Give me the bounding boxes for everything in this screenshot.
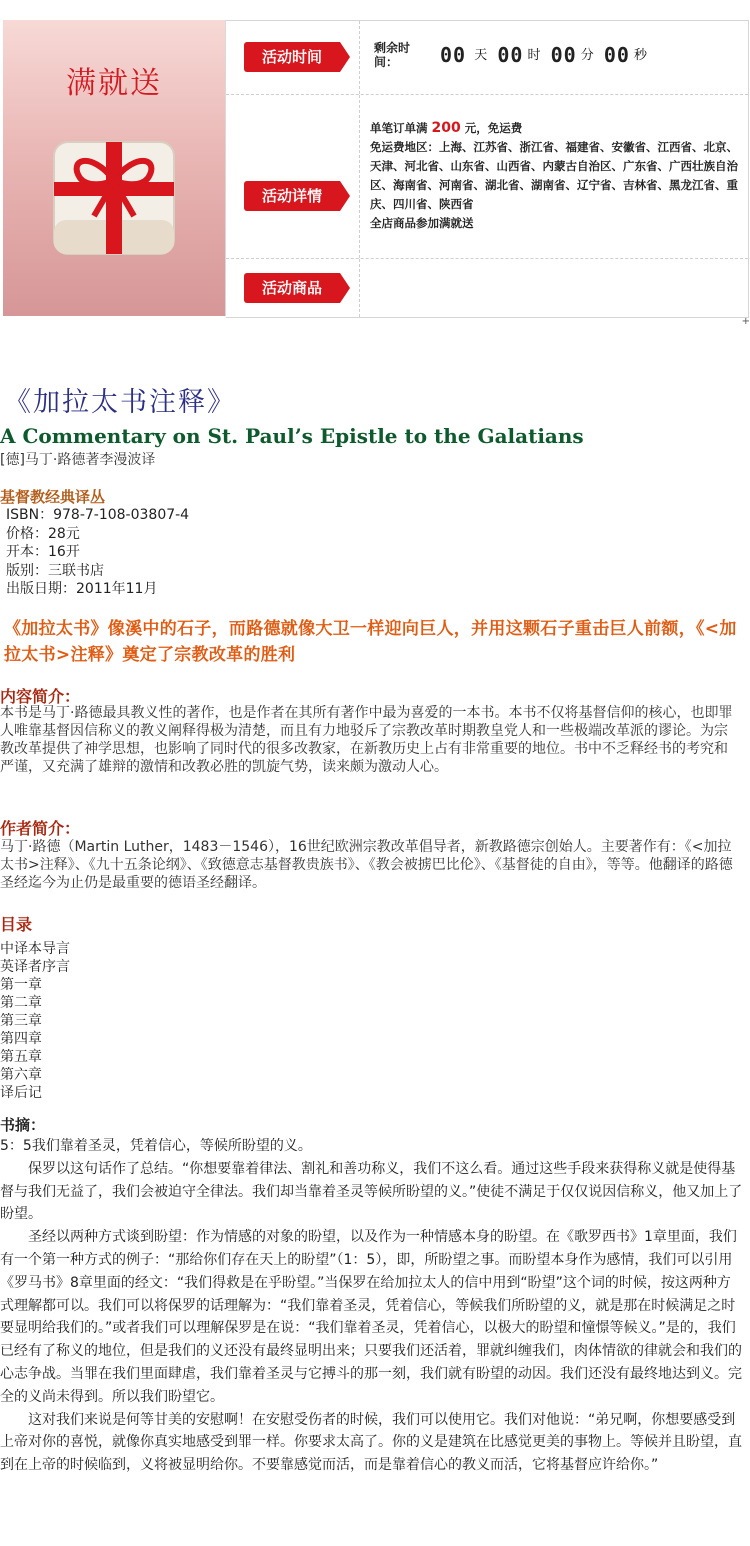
intro-heading: 内容简介： [0,687,81,706]
countdown-days-unit: 天 [474,48,488,63]
excerpt [0,1135,744,1477]
excerpt-paragraph: 圣经以两种方式谈到盼望：作为情感的对象的盼望，以及作为一种情感本身的盼望。在《歌罗西书》1章里面，我们有一个第一种方式的例子：“那给你们存在天上的盼望”（1：5），即，所盼望之事。而盼望本身作为感情，我们可以引用《罗马书》8章里面的经文：“我们得救是在乎盼望。”当保罗在给加拉太人的信中用到“盼望”这个词的时候，按这两种方式理解都可以。我们可以将保罗的话理解为：“我们靠着圣灵，凭着信心，等候我们所盼望的义，就是那在时候满足之时要显明给我们的。”或者我们可以理解保罗是在说：“我们靠着圣灵，凭着信心，以极大的盼望和憧憬等候义。”是的，我们已经有了称义的地位，但是我们的义还没有最终显明出来；只要我们还活着，罪就纠缠我们，肉体情欲的律就会和我们的心志争战。当罪在我们里面肆虐，我们靠着圣灵与它搏斗的那一刻，我们就有盼望的动因。我们还没有最终地达到义。完全的义尚未得到。所以我们盼望它。 [0,1229,742,1405]
promo-image[interactable] [3,20,226,316]
toc-item: 第五章 [0,1049,42,1065]
toc-item: 译后记 [0,1085,42,1101]
promo-row-time [226,21,748,95]
promo-banner [0,0,750,327]
countdown-hours: 00 [497,43,524,67]
countdown-minutes-unit: 分 [580,48,594,63]
excerpt-paragraph: 保罗以这句话作了总结。“你想要靠着律法、割礼和善功称义，我们不这么看。通过这些手段来获得称义就是使得基督与我们无益了，我们会被迫守全律法。我们却当靠着圣灵等候所盼望的义。”使徒不满足于仅仅说因信称义，他又加上了盼望。 [0,1160,743,1223]
meta-format: 开本：16开 [6,544,80,560]
book-tagline: 《加拉太书》像溪中的石子，而路德就像大卫一样迎向巨人，并用这颗石子重击巨人前额，《<加拉太书>注释》奠定了宗教改革的胜利 [4,619,737,665]
countdown-label: 剩余时间： [374,41,411,69]
toc-heading: 目录 [0,915,33,934]
book-title-en: A Commentary on St. Paul’s Epistle to the Galatians [0,424,584,448]
promo-row-goods [226,259,748,317]
toc-item: 第四章 [0,1031,42,1047]
tag-activity-time: 活动时间 [244,42,340,72]
details-scope: 全店商品参加满就送 [370,216,474,230]
tag-activity-goods[interactable]: 活动商品 [244,273,340,303]
tag-activity-details: 活动详情 [244,181,340,211]
countdown-seconds-unit: 秒 [633,48,647,63]
toc-list [0,940,70,1102]
author-bio: 马丁·路德（Martin Luther，1483－1546），16世纪欧洲宗教改革倡导者，新教路德宗创始人。主要著作有：《<加拉太书>注释》、《九十五条论纲》、《致德意志基督教贵族书》、《教会被掳巴比伦》、《基督徒的自由》，等等。他翻译的路德圣经迄今为止仍是最重要的德语圣经翻译。 [0,839,733,891]
countdown-hours-unit: 时 [527,48,541,63]
excerpt-paragraph: 这对我们来说是何等甘美的安慰啊！在安慰受伤者的时候，我们可以使用它。我们对他说：“弟兄啊，你想要感受到上帝对你的喜悦，就像你真实地感受到罪一样。你要求太高了。你的义是建筑在比感觉更美的事物上。等候并且盼望，直到在上帝的时候临到，义将被显明给你。不要靠感觉而活，而是靠着信心的教义而活，它将基督应许给你。” [0,1411,742,1474]
toc-item: 第六章 [0,1067,42,1083]
author-heading: 作者简介： [0,819,81,838]
book-meta-list [6,506,189,599]
promo-info-table [226,20,749,318]
excerpt-heading: 书摘： [0,1116,46,1134]
countdown-days: 00 [440,43,467,67]
meta-publisher: 版别：三联书店 [6,562,104,579]
toc-item: 第二章 [0,995,42,1011]
meta-date: 出版日期：2011年11月 [6,581,158,597]
details-regions: 免运费地区：上海、江苏省、浙江省、福建省、安徽省、江西省、北京、天津、河北省、山东省、山西省、内蒙古自治区、广东省、广西壮族自治区、海南省、河南省、湖北省、湖南省、辽宁省、吉林省、黑龙江省、重庆、四川省、陕西省 [370,140,738,211]
toc-item: 英译者序言 [0,959,70,975]
promo-title: 满就送 [66,66,162,101]
intro-text: 本书是马丁·路德最具教义性的著作，也是作者在其所有著作中最为喜爱的一本书。本书不仅将基督信仰的核心，也即罪人唯靠基督因信称义的教义阐释得极为清楚，而且有力地驳斥了宗教改革时期教皇党人和一些极端改革派的谬论。为宗教改革提供了神学思想，也影响了同时代的很多改教家，在新教历史上占有非常重要的地位。书中不乏释经书的考究和严谨，又充满了雄辩的激情和改教必胜的凯旋气势，读来颇为激动人心。 [0,705,733,775]
toc-item: 第三章 [0,1013,42,1029]
gift-box-icon [50,120,178,260]
meta-isbn: ISBN：978-7-108-03807-4 [6,507,190,523]
book-author: [德]马丁·路德著李漫波译 [0,452,156,468]
book-title-cn: 《加拉太书注释》 [4,387,236,418]
countdown [440,43,653,67]
details-amount: 200 [431,120,461,136]
excerpt-verse: 5：5我们靠着圣灵，凭着信心，等候所盼望的义。 [0,1138,312,1154]
countdown-seconds: 00 [603,43,630,67]
details-prefix: 单笔订单满 [370,121,428,135]
details-suffix: 元，免运费 [464,121,523,135]
promo-details [370,119,738,233]
countdown-minutes: 00 [550,43,577,67]
toc-item: 中译本导言 [0,941,70,957]
meta-price: 价格：28元 [6,525,80,542]
promo-row-details [226,95,748,259]
book-series: 基督教经典译丛 [0,488,106,506]
expand-icon[interactable]: + [741,316,750,327]
toc-item: 第一章 [0,977,42,993]
